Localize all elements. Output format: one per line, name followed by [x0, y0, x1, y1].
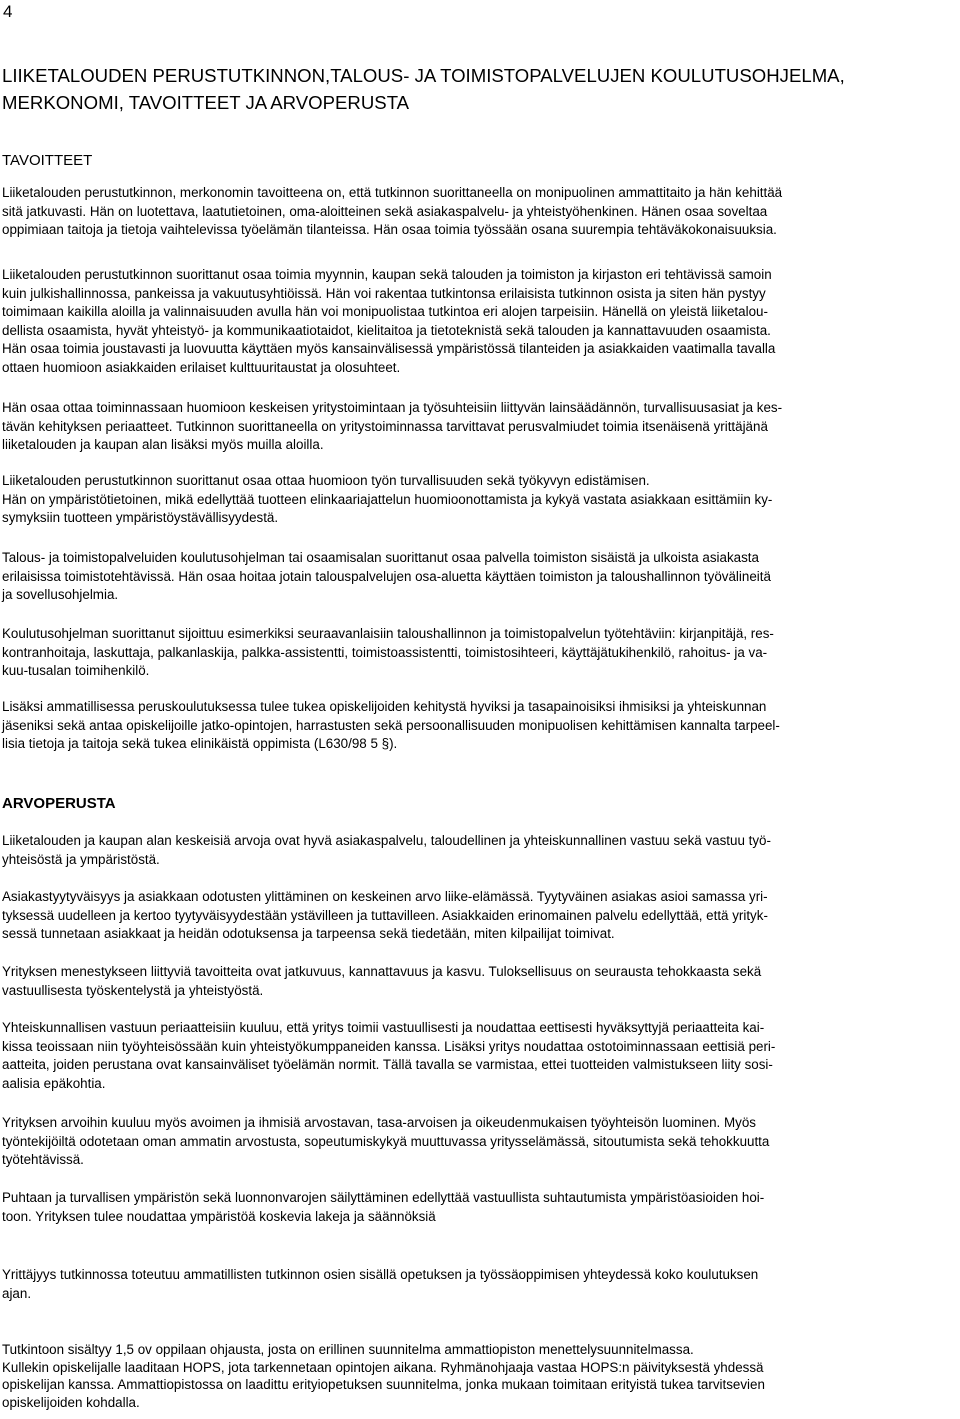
- text-line: Kullekin opiskelijalle laaditaan HOPS, jota tarkennetaan opintojen aikana. Ryhmänohjaaja vastaa HOPS:n päivityksestä yhdessä: [2, 1359, 764, 1375]
- text-line: työtehtävissä.: [2, 1152, 84, 1167]
- paragraph: [2, 1114, 950, 1170]
- text-line: Yhteiskunnallisen vastuun periaatteisiin kuuluu, että yritys toimii vastuullisesti ja noudattaa eettisesti hyväksyttyjä periaatteita kai-: [2, 1020, 765, 1035]
- paragraph: [2, 963, 950, 1000]
- text-line: oppimiaan taitoja ja tietoja vaihtelevissa työelämän tilanteissa. Hän osaa toimia työssään osana suurempia tehtäväkokonaisuuksia.: [2, 222, 777, 237]
- section-heading-tavoitteet: TAVOITTEET: [2, 152, 93, 169]
- text-line: sessä tunnetaan asiakkaat ja heidän odotuksensa ja tarpeensa sekä tiedetään, miten kilpailijat toimivat.: [2, 926, 615, 941]
- text-line: sitä jatkuvasti. Hän on luotettava, laatutietoinen, oma-aloitteinen sekä asiakaspalvelu- ja yhteistyöhenkinen. Hänen osaa soveltaa: [2, 203, 768, 219]
- text-line: ja sovellusohjelmia.: [2, 587, 119, 602]
- text-line: dellista osaamista, hyvät yhteistyö- ja kommunikaatiotaidot, kielitaitoa ja tietoteknistä sekä talouden ja kannattavuuden osaamista.: [2, 322, 771, 338]
- text-line: opiskelijan kanssa. Ammattiopistossa on laadittu erityiopetuksen suunnitelma, jonka mukaan toimitaan erityistä tukea tarvitsevien: [2, 1377, 765, 1392]
- text-line: opiskelijoiden kohdalla.: [2, 1394, 140, 1410]
- text-line: Yrityksen menestykseen liittyviä tavoitteita ovat jatkuvuus, kannattavuus ja kasvu. Tuloksellisuus on seurausta tehokkaasta sekä: [2, 964, 762, 979]
- paragraph: [2, 1341, 950, 1411]
- text-line: Liiketalouden perustutkinnon suorittanut osaa toimia myynnin, kaupan sekä talouden ja toimiston ja kirjaston eri tehtävissä samoin: [2, 267, 772, 282]
- text-line: toimimaan kaikilla aloilla ja valinnaisuuden avulla hän voi monipuolistaa tutkintoa eri alojen tarpeisiin. Hänellä on yleistä liiketalou-: [2, 304, 768, 319]
- paragraph: [2, 184, 950, 240]
- text-line: Hän on ympäristötietoinen, mikä edellyttää tuotteen elinkaariajattelun huomioonottamista ja kykyä vastata asiakkaan esittämiin ky-: [2, 491, 773, 507]
- text-line: yhteisöstä ja ympäristöstä.: [2, 851, 160, 867]
- paragraph: [2, 698, 950, 754]
- paragraph: [2, 472, 950, 528]
- paragraph: [2, 266, 950, 377]
- text-line: kuin julkishallinnossa, pankeissa ja vakuutusyhtiöissä. Hän voi rakentaa tutkintonsa erilaisista tutkinnon osista ja siten hän pystyy: [2, 285, 766, 301]
- paragraph: [2, 1189, 950, 1226]
- section-heading-arvoperusta: ARVOPERUSTA: [2, 795, 116, 812]
- text-line: Lisäksi ammatillisessa peruskoulutuksessa tulee tukea opiskelijoiden kehitystä hyviksi ja tasapainoisiksi ihmisiksi ja yhteiskunnan: [2, 699, 767, 714]
- text-line: ottaen huomioon asiakkaiden erilaiset kulttuuritaustat ja olosuhteet.: [2, 359, 401, 375]
- title-line: LIIKETALOUDEN PERUSTUTKINNON,TALOUS- JA TOIMISTOPALVELUJEN KOULUTUSOHJELMA,: [2, 65, 845, 86]
- text-line: liiketalouden ja kaupan alan lisäksi myös muilla aloilla.: [2, 437, 324, 452]
- text-line: Liiketalouden perustutkinnon, merkonomin tavoitteena on, että tutkinnon suorittaneella on monipuolinen ammattitaito ja hän kehittää: [2, 185, 783, 200]
- page-title: [2, 62, 952, 116]
- text-line: kissa teoissaan niin työyhteisössään kuin yhteistyökumppaneiden kanssa. Lisäksi yritys noudattaa ostotoiminnassaan eettisiä peri-: [2, 1038, 776, 1054]
- paragraph: [2, 549, 950, 605]
- text-line: vastuullisesta työskentelystä ja yhteistyöstä.: [2, 982, 264, 998]
- paragraph: [2, 1019, 950, 1093]
- text-line: Liiketalouden ja kaupan alan keskeisiä arvoja ovat hyvä asiakaspalvelu, taloudellinen ja yhteiskunnallinen vastuu sekä vastuu työ-: [2, 833, 771, 848]
- text-line: tävän kehityksen periaatteet. Tutkinnon suorittaneella on yritystoiminnassa tarvittavat perusvalmiudet toimia itsenäisenä yrittäjänä: [2, 418, 768, 434]
- paragraph: [2, 625, 950, 681]
- text-line: aatteita, joiden perustana ovat kansainväliset työelämän normit. Tällä tavalla se varmistaa, ettei tuotteiden valmistukseen liity sosi-: [2, 1057, 773, 1072]
- text-line: kontranhoitaja, laskuttaja, palkanlaskija, palkka-assistentti, toimistoassistentti, toimistosihteeri, käyttäjätukihenkilö, rahoitus- ja va-: [2, 644, 768, 660]
- text-line: tyksessä uudelleen ja kertoo tyytyväisyydestään ystävilleen ja tuttavilleen. Asiakkaiden erinomainen palvelu edellyttää, että yrityk-: [2, 907, 768, 923]
- text-line: ajan.: [2, 1285, 32, 1301]
- text-line: Talous- ja toimistopalveluiden koulutusohjelman tai osaamisalan suorittanut osaa palvella toimiston sisäistä ja ulkoista asiakasta: [2, 550, 759, 565]
- paragraph: [2, 832, 950, 869]
- title-line: MERKONOMI, TAVOITTEET JA ARVOPERUSTA: [2, 92, 410, 113]
- paragraph: [2, 1266, 950, 1303]
- page-number: 4: [3, 2, 13, 21]
- paragraph: [2, 888, 950, 944]
- text-line: jäseniksi sekä antaa opiskelijoille jatko-opintojen, harrastusten sekä persoonallisuuden monipuolisen kehittämisen kannalta tarpeel-: [2, 717, 780, 733]
- text-line: Puhtaan ja turvallisen ympäristön sekä luonnonvarojen säilyttäminen edellyttää vastuullista suhtautumista ympäristöasioiden hoi-: [2, 1190, 765, 1205]
- text-line: symyksiin tuotteen ympäristöystävällisyydestä.: [2, 510, 279, 525]
- text-line: Tutkintoon sisältyy 1,5 ov oppilaan ohjausta, josta on erillinen suunnitelma ammattiopiston menettelysuunnitelmassa.: [2, 1342, 694, 1357]
- text-line: aalisia epäkohtia.: [2, 1075, 106, 1091]
- text-line: Koulutusohjelman suorittanut sijoittuu esimerkiksi seuraavanlaisiin taloushallinnon ja toimistopalvelun työtehtäviin: kirjanpitäjä, res-: [2, 626, 774, 641]
- text-line: Yrittäjyys tutkinnossa toteutuu ammatillisten tutkinnon osien sisällä opetuksen ja työssäoppimisen yhteydessä koko koulutuksen: [2, 1267, 759, 1282]
- text-line: työntekijöiltä odotetaan oman ammatin arvostusta, sopeutumiskykyä muuttuvassa yritysselämässä, sitoutumista sekä tehokkuutta: [2, 1133, 770, 1149]
- text-line: Hän osaa toimia joustavasti ja luovuutta käyttäen myös kansainvälisessä ympäristössä tilanteiden ja asiakkaiden vaatimalla tavalla: [2, 341, 776, 356]
- text-line: lisia tietoja ja taitoja sekä tukea elinikäistä oppimista (L630/98 5 §).: [2, 736, 398, 751]
- text-line: kuu-tusalan toimihenkilö.: [2, 663, 150, 678]
- paragraph: [2, 399, 950, 455]
- text-line: Yrityksen arvoihin kuuluu myös avoimen ja ihmisiä arvostavan, tasa-arvoisen ja oikeudenmukaisen työyhteisön luominen. Myös: [2, 1115, 756, 1130]
- text-line: erilaisissa toimistotehtävissä. Hän osaa hoitaa jotain talouspalvelujen osa-aluetta käyttäen toimiston ja taloushallinnon työvälineitä: [2, 568, 771, 584]
- text-line: Asiakastyytyväisyys ja asiakkaan odotusten ylittäminen on keskeinen arvo liike-elämässä. Tyytyväinen asiakas asioi samassa yri-: [2, 889, 768, 904]
- text-line: Liiketalouden perustutkinnon suorittanut osaa ottaa huomioon työn turvallisuuden sekä työkyvyn edistämisen.: [2, 473, 650, 488]
- text-line: Hän osaa ottaa toiminnassaan huomioon keskeisen yritystoimintaan ja työsuhteisiin liittyvän lainsäädännön, turvallisuusasiat ja kes-: [2, 400, 783, 415]
- text-line: toon. Yrityksen tulee noudattaa ympäristöä koskevia lakeja ja säännöksiä: [2, 1208, 436, 1224]
